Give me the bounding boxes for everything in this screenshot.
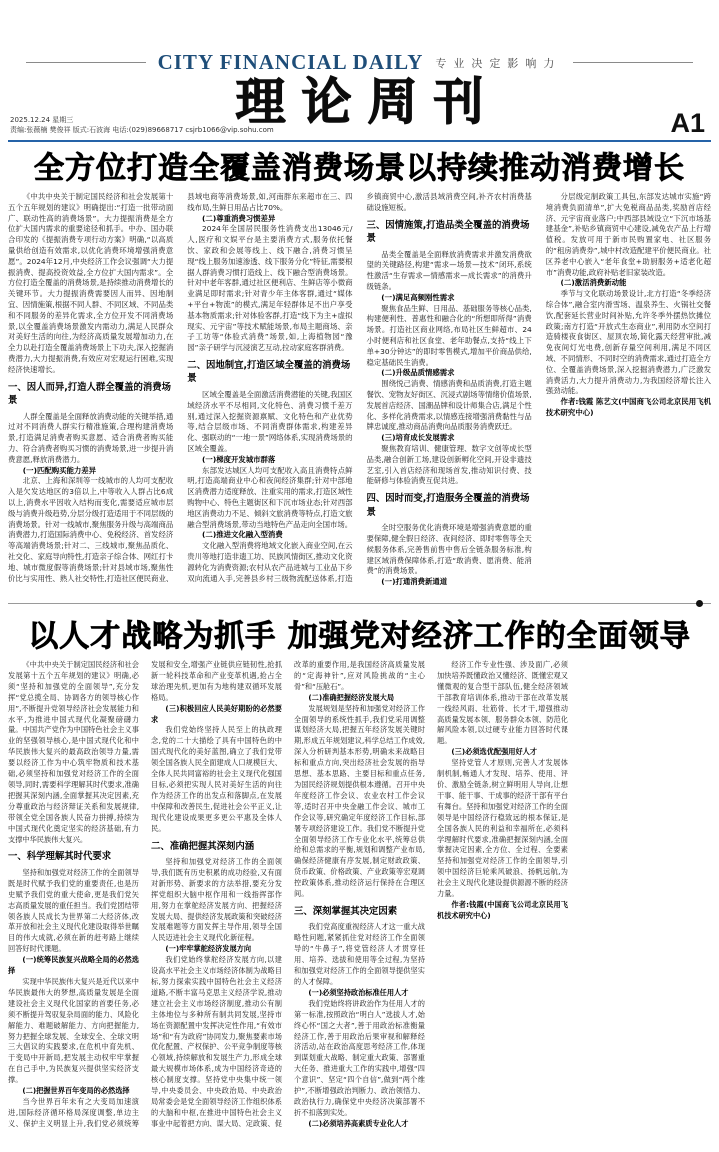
section-subhead: (一)牢牢掌舵经济发展方向 xyxy=(165,944,252,954)
paragraph: 我们党高度重视经济人才这一重大战略性问题,紧紧抓住党对经济工作全面领导的“牛鼻子”,将党管经济人才贯穿任用、培养、选拔和使用等全过程,为坚持和加强党对经济工作的全面领导提供坚实的人才保障。 xyxy=(294,922,425,986)
paragraph: 聚焦食品生鲜、日用品、基础服务等核心品类,构建便利性、普惠性和融合化的“所想即所得”消费场景。打造社区商业网络,布局社区生鲜超市、24小时便利店和社区食堂、老年助餐点,支持“线上下单+30分钟达”的即时零售模式,增加平价商品供给,稳定基础民生消费。 xyxy=(366,303,532,367)
paragraph: 发展规划是坚持和加强党对经济工作全面领导的系统性抓手,我们党采用调整谋划经济大局,把握五年经济发展关键时期,形成五年规划建议,科学总结工作成效,深入分析研判基本形势,明确未来战略目标和重点方向,突出经济社会发展的指导思想、基本思路、主要目标和重点任务,为国民经济规划提供根本遵循。召开中央年度经济工作会议、农业农村工作会议等,适时召开中央金融工作会议、城市工作会议等,研究确定年度经济工作目标,部署专项经济建设工作。我们党不断提升党全面领导经济工作专业化水平,统筹总供给和总需求的平衡,规划和调整产业布局,确保经济健康有序发展,制定财政政策、货币政策、价格政策、产业政策等宏观调控政策体系,推动经济运行保持在合理区间。 xyxy=(294,703,425,899)
section-subhead: 一、因人而异,打造人群全覆盖的消费场景 xyxy=(8,381,171,407)
article-1-body xyxy=(8,192,711,594)
section-subhead: (二)必须培养高素质专业化人才 xyxy=(308,1118,409,1128)
paragraph: 《中共中央关于制定国民经济和社会发展第十五个五年规划的建议》明确提出:“打造一批带动面广、联动性高的消费场景”。大力提振消费是全方位扩大国内需求的重要途径和抓手。中办、国办联合印发的《提振消费专项行动方案》明确,“以高质量供给创造有效需求,以优化消费环境增强消费意愿”。2024年12月,中央经济工作会议强调“大力提振消费、提高投资效益,全方位扩大国内需求”。全方位打造全覆盖的消费场景,是持续推动消费增长的关键环节。大力提振消费需要因人而异、因地制宜、因情施策,根据不同人群、不同区域、不同品类和不同服务的差异化需求,全方位开发不同消费场景,以全覆盖消费场景激发内需动力,满足人民群众对美好生活的向往,为经济高质量发展增加动力,在全力以赴打造全覆盖消费场景上下功夫,深入挖掘消费潜力,大力提振消费,有效应对宏观运行困难,实现经济快速增长。 xyxy=(8,192,174,374)
divider-end-dot xyxy=(696,600,703,607)
paragraph: 品类全覆盖是全面释放消费需求并激发消费欲望的关键路径,构建“需求—场景—技术”闭环,系统性激活“生存需求—情感需求—成长需求”的消费升级链条。 xyxy=(366,249,532,291)
section-subhead: 二、准确把握其深刻内涵 xyxy=(151,840,255,852)
article-1-headline: 全方位打造全覆盖消费场景以持续推动消费增长 xyxy=(34,151,685,186)
section-subhead: 一、科学理解其时代要求 xyxy=(8,851,112,863)
paragraph: 《中共中央关于制定国民经济和社会发展第十五个五年规划的建议》明确,必须“坚持和加强党的全面领导”,充分发挥“党总揽全局、协调各方的领导核心作用”,不断提升党领导经济社会发展能力和水平,为推进中国式现代化凝聚磅礴力量。中国共产党作为中国特色社会主义事业的坚强领导核心,是中国式现代化和中华民族伟大复兴的最高政治领导力量,需要以经济工作为中心筑牢物质和技术基础,必须坚持和加强党对经济工作的全面领导,同时,需要科学理解其时代要求,准确把握其深刻内涵,全面掌握其决定因素,充分尊重政治与经济辩证关系和发展规律,带领全党全国各族人民奋力拼搏,持续为中国式现代化奠定坚实的经济基础,有力支撑中华民族伟大复兴。 xyxy=(8,660,139,844)
paragraph: 北京、上海和深圳等一线城市的人均可支配收入是欠发达地区的3倍以上,中等收入人群占比6成以上,消费水平因收入结构而变化,需要适应城市层级与消费升级趋势,分层分级打造适用于不同层级的消费场景。针对一线城市,聚焦服务升级与高端商品消费潜力,打造国际消费中心、免税经济、首发经济等高端消费场景;针对二、三线城市,聚焦品质化、社交化、家庭导向特性,打造亲子综合体、网红打卡地、城市微度假等消费场景;针对县域市场,聚焦性价比与实用性、熟人社交特性,打造社区便民商业、县域电商等消费场景,如,河南胖东来超市在三、四线布局,生鲜日用品占比70%。 xyxy=(8,192,353,583)
paragraph: 全时空服务优化消费环境是增强消费意愿的重要保障,健全假日经济、夜间经济、即时零售等全天候服务体系,完善售前售中售后全链条服务标准,构建区域消费保障体系,打造“敢消费、愿消费、能消费”的消费场景。 xyxy=(366,523,532,576)
masthead xyxy=(0,0,719,142)
author-line: 作者:钱霞 陈艺文(中国商飞公司北京民用飞机技术研究中心) xyxy=(545,397,711,417)
section-subhead: (一)必须坚持政治标准任用人才 xyxy=(308,987,409,997)
paragraph: 当今世界百年未有之大变局加速演进,国际经济循环格局深度调整,单边主义、保护主义明显上升,我们党必须统筹发展和安全,增强产业链供应链韧性,抢抓新一轮科技革命和产业变革机遇,抢占全球治理先机,更加有为地构建双循环发展格局。 xyxy=(8,660,282,1128)
masthead-info xyxy=(10,115,274,135)
paragraph: 坚持和加强党对经济工作的全面领导既是时代赋予我们党的重要责任,也是历史赋予我们党的重大使命,更是我们党矢志高质量发展的重任担当。我们党团结带领各族人民成长为世界第二大经济体,改革开放和社会主义现代化建设取得举世瞩目的伟大成就,必须在新的赶考路上继续回答好时代课题。 xyxy=(8,867,139,954)
paragraph: 区域全覆盖是全面激活消费潜能的关键,我国区域经济水平不尽相同,文化特色、消费习惯千差万别,通过深入挖掘资源禀赋、文化特色和产业优势等,结合层级市场、不同消费群体需求,构建差异化、强联动的“一地一景”网络体系,实现消费场景的区域全覆盖。 xyxy=(187,389,353,453)
article-2-body xyxy=(8,660,711,1136)
section-subhead: (二)尊重消费习惯差异 xyxy=(202,213,276,223)
paragraph: 我们党始终坚持人民至上的执政理念,党的二十大描绘了具有中国特色的中国式现代化的美好蓝图,确立了我们党带领全国各族人民全面建成人口规模巨大、全体人民共同富裕的社会主义现代化强国目标,必须把实现人民对美好生活的向往作为经济工作的出发点和落脚点,在发展中保障和改善民生,促进社会公平正义,让现代化建设成果更多更公平惠及全体人民。 xyxy=(151,725,282,833)
section-subhead: (一)统筹民族复兴战略全局的必然选择 xyxy=(8,955,139,976)
section-subhead: (一)梯度开发城市群落 xyxy=(202,454,276,464)
section-subhead: (二)升级品质情感需求 xyxy=(381,368,455,378)
article-divider xyxy=(8,603,711,610)
author-line: 作者:钱霞(中国商飞公司北京民用飞机技术研究中心) xyxy=(437,899,568,920)
page-number: A1 xyxy=(670,108,705,138)
paragraph: 我们党始终掌舵经济发展方向,以建设高水平社会主义市场经济体制为战略目标,努力探索实践中国特色社会主义经济道路,不断丰富马克思主义经济学说,推动建立社会主义市场经济制度,推动公有制主体地位与多种所有制共同发展,坚持市场在资源配置中发挥决定性作用,“有效市场”和“有为政府”协同发力,聚焦要素市场优化配置、产权保护、公平竞争制度等核心领域,持续解放和发展生产力,形成全球最大规模市场体系,成为中国经济奇迹的核心制度支撑。坚持党中央集中统一领导,中央委员会、中央政治局、中央政治局常委会是党全面领导经济工作组织体系的大脑和中枢,在推进中国特色社会主义事业中起着把方向、谋大局、定政策、促改革的重要作用,是我国经济高质量发展的“定海神针”,应对风险挑战的“主心骨”和“压舱石”。 xyxy=(151,660,425,1128)
section-subhead: (一)匹配购买能力差异 xyxy=(22,465,97,475)
paragraph: 2024年全国居民服务性消费支出13046元/人,医疗和文娱平台是主要消费方式,服务依托餐饮、家政和会展等线上、线下融合,消费习惯呈现“线上服务加速渗透、线下服务分化”特征,需要根据人群消费习惯打造线上、线下融合型消费场景。针对中老年客群,通过社区便利店、生鲜店等小微商业满足即时需求;针对青少年主体客群,通过“媒体+平台+物流”的模式,满足年轻群体足不出户享受基本物质需求;针对体验客群,打造“线下为主+虚拟现实、元宇宙”等技术赋能场景,布局主题商场、亲子工坊等“体验式消费”场景,如,上海植物园“豫园”亲子研学与沉浸演艺互动,拉动家庭客群消费。 xyxy=(187,224,353,353)
section-subhead: (一)打通消费新通道 xyxy=(381,577,448,587)
masthead-brand: CITY FINANCIAL DAILY xyxy=(157,50,424,74)
paragraph: 我们党始终将讲政治作为任用人才的第一标准,按照政治“明白人”选拔人才,始终心怀“国之大者”,善于用政治标准衡量经济工作,善于用政治后果审视和解释经济活动,站在政治高度思考经济工作,体现到谋划重大战略、制定重大政策、部署重大任务、推进重大工作的实践中,增强“四个意识”、坚定“四个自信”,做到“两个维护”,不断增强政治判断力、政治领悟力、政治执行力,确保党中央经济决策部署不折不扣落到实处。 xyxy=(294,998,425,1117)
article-2-headline: 以人才战略为抓手 加强党对经济工作的全面领导 xyxy=(28,619,691,654)
section-subhead: (二)准确把握经济发展大局 xyxy=(308,692,395,702)
paragraph: 实现中华民族伟大复兴是近代以来中华民族最伟大的梦想,高质量发展是全面建设社会主义现代化国家的首要任务,必须不断提升驾驭复杂局面的能力、风险化解能力、难题破解能力、方向把握能力,努力把握全球发展、全球安全、全球文明三大倡议的实践要求,在危机中育先机、于变局中开新局,把发展主动权牢牢掌握在自己手中,为民族复兴提供坚实经济支撑。 xyxy=(8,976,139,1085)
section-subhead: 三、深刻掌握其决定因素 xyxy=(294,905,398,917)
section-subhead: 二、因地制宜,打造区域全覆盖的消费场景 xyxy=(187,359,351,385)
section-subhead: (二)激活消费新动能 xyxy=(560,278,627,288)
masthead-divider-rule xyxy=(8,140,711,142)
paragraph: 经济工作专业性强、涉及面广,必须加快培养既懂政治又懂经济、既懂宏观又懂微观的复合型干部队伍,健全经济领域干部教育培训体系,推动干部在改革发展一线经风雨、壮筋骨、长才干,增强推动高质量发展本领、服务群众本领、防范化解风险本领,以过硬专业能力回答时代课题。 xyxy=(437,660,568,746)
section-subhead: (二)把握世界百年变局的必然选择 xyxy=(22,1086,130,1096)
section-subhead: 四、因时而变,打造服务全覆盖的消费场景 xyxy=(366,493,530,518)
date-line: 2025.12.24 星期三 xyxy=(10,116,74,124)
section-subhead: (三)培育成长发展需求 xyxy=(381,433,455,443)
paragraph: 文化融入型消费将地域文化嵌入商业空间,在云贵川等地打造非遗工坊、民族风情街区,推动文化资源转化为消费资源;农村从农产品进城与工业品下乡双向流通入手,完善县乡村三级物流配送体系,打造乡镇商贸中心,激活县域消费空间,补齐农村消费基础设施短板。 xyxy=(187,192,532,583)
paragraph: 季节与文化联动场景设计,北方打造“冬季经济综合体”,融合室内滑雪场、温泉养生、火锅社交餐饮,配套延长营业时间补贴,允许冬季外摆热饮摊位政策;南方打造“开放式生态商业”,利用防水空间打造骑楼夜食街区、屋顶农场,简化露天经营审批,减免夜间灯光电费,创新存量空间利用,满足不同区域、不同情形、不同时空的消费需求,通过打造全方位、全覆盖消费场景,深入挖掘消费潜力,广泛激发消费活力,大力提升消费动力,为我国经济增长注入强劲动能。 xyxy=(545,289,711,396)
paragraph: 聚焦教育培训、健康管理、数字文创等成长型品类,融合创新工场,建设创新孵化空间,开设非遗技艺室,引入首店经济和现场首发,推动知识付费、技能研修与体验消费互促共进。 xyxy=(366,443,532,486)
section-subhead: 三、因情施策,打造品类全覆盖的消费场景 xyxy=(366,219,530,245)
section-subhead: (一)满足高频刚性需求 xyxy=(381,292,455,302)
paragraph: 东部发达城区人均可支配收入高且消费特点鲜明,打造高端商业中心和夜间经济集群;针对中部地区消费潜力适度释放、注重实用的需求,打造区域性购物中心、特色主题街区和下沉市场业态;针对西部地区消费动力不足、倾斜文旅消费等特点,打造文旅融合型消费场景,带动当地特色产品走向全国市场。 xyxy=(187,465,353,529)
paragraph: 人群全覆盖是全面释放消费动能的关键举措,通过对不同消费人群实行精准施策,合理构建消费场景,打造满足消费者购买意愿、适合消费者购买能力、符合消费者购买习惯的消费场景,进一步提升消费意愿,释放消费潜力。 xyxy=(8,411,174,464)
paragraph: 围绕悦己消费、情感消费和品质消费,打造主题餐饮、宠物友好街区、沉浸式剧场等情绪价值场景,发展首店经济、国潮品牌和设计师集合店,满足个性化、多样化消费需求,以情感连接增强消费黏性与品牌忠诚度,推动商品消费向品质服务消费跃迁。 xyxy=(366,379,532,432)
paragraph: 坚持和加强党对经济工作的全面领导,我们既有历史积累的成功经验,又有面对新形势、新要求的方法举措,要充分发挥党组织大脑中枢作用和一线指挥部作用,努力在掌舵经济发展方向、把握经济发展大局、提供经济发展政策和突破经济发展难题等方面发挥主导作用,领导全国人民迈进社会主义现代化新征程。 xyxy=(151,857,282,943)
paragraph: 分层级定制政策工具包,东部发达城市实施“跨境消费负面清单”,扩大免税商品品类,奖励首店经济、元宇宙商业落户;中西部县域设立“下沉市场基建基金”,补贴乡镇商贸中心建设,减免农产品上行增值税。发放可用于新市民购置家电、社区服务的“租房消费券”,城中村改造配建平价便民商业。社区养老中心嵌入“老年食堂+助厨服务+适老化超市”消费功能,政府补贴老旧家装改造。 xyxy=(545,192,711,277)
section-subhead: (三)必须选优配强用好人才 xyxy=(451,747,538,757)
masthead-slogan: 专业决定影响力 xyxy=(435,56,562,70)
paragraph: 坚持党管人才原则,完善人才发展体制机制,畅通人才发现、培养、使用、评价、激励全链条,树立鲜明用人导向,让想干事、能干事、干成事的经济干部有平台有舞台。坚持和加强党对经济工作的全面领导是中国经济行稳致远的根本保证,是全国各族人民的利益和幸福所在,必须科学理解时代要求,准确把握深刻内涵,全面掌握决定因素,全方位、全过程、全要素坚持和加强党对经济工作的全面领导,引领中国经济巨轮乘风破浪、扬帆远航,为社会主义现代化建设提供源源不断的经济力量。 xyxy=(437,758,568,899)
article-consumption xyxy=(0,152,719,594)
section-subhead: (三)积极回应人民美好期盼的必然要求 xyxy=(151,703,282,724)
section-title: 理论周刊 xyxy=(235,72,500,131)
section-subhead: (二)推进文化融入型消费 xyxy=(202,530,283,540)
credits-line: 责编:张薇楠 樊俊祥 版式:石波海 电话:(029)89668717 csjrb1066@vip.sohu.com xyxy=(10,126,274,134)
article-leadership xyxy=(0,620,719,1136)
